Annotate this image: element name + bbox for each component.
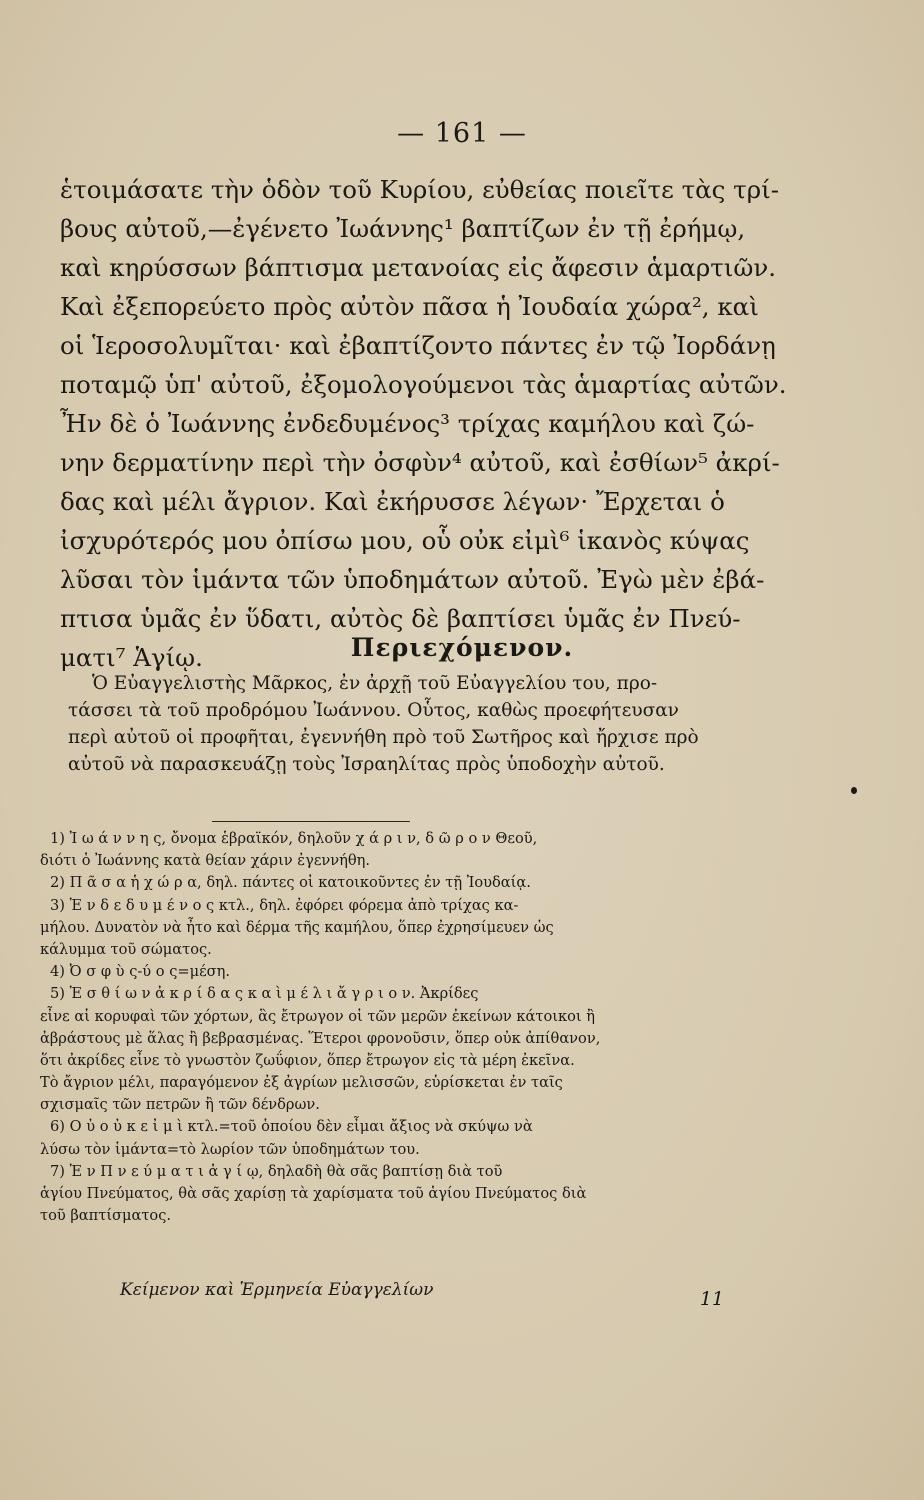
main-text-line: καὶ κηρύσσων βάπτισμα μετανοίας εἰς ἄφεσιν ἁμαρτιῶν. — [60, 253, 777, 282]
summary-paragraph — [68, 670, 788, 778]
signature-mark: 11 — [699, 1288, 724, 1310]
main-text-line: πτισα ὑμᾶς ἐν ὕδατι, αὐτὸς δὲ βαπτίσει ὑμᾶς ἐν Πνεύ- — [60, 604, 741, 633]
footnote-line: Τὸ ἄγριον μέλι, παραγόμενον ἐξ ἀγρίων μελισσῶν, εὑρίσκεται ἐν ταῖς — [40, 1074, 563, 1092]
footnote-line: λύσω τὸν ἱμάντα=τὸ λωρίον τῶν ὑποδημάτων του. — [40, 1140, 420, 1158]
footnote-line: 6) Ο ὐ ο ὐ κ ε ἰ μ ὶ κτλ.=τοῦ ὁποίου δὲν εἶμαι ἄξιος νὰ σκύψω νὰ — [50, 1118, 533, 1136]
page-number: — 161 — — [397, 118, 527, 149]
ink-speck — [851, 787, 857, 794]
footnote-line: 1) Ἰ ω ά ν ν η ς, ὄνομα ἑβραϊκόν, δηλοῦν χ ά ρ ι ν, δ ῶ ρ ο ν Θεοῦ, — [50, 830, 538, 847]
footnotes — [40, 828, 780, 1227]
footnote-line: 3) Ἐ ν δ ε δ υ μ έ ν ο ς κτλ., δηλ. ἐφόρει φόρεμα ἀπὸ τρίχας κα- — [50, 896, 519, 914]
footnote-line: μήλου. Δυνατὸν νὰ ἦτο καὶ δέρμα τῆς καμήλου, ὅπερ ἐχρησίμευεν ὡς — [40, 918, 554, 936]
summary-line: αὐτοῦ νὰ παρασκευάζῃ τοὺς Ἰσραηλίτας πρὸς ὑποδοχὴν αὐτοῦ. — [68, 754, 665, 775]
footnote-line: 4) Ὀ σ φ ὺ ς-ύ ο ς=μέση. — [50, 963, 231, 981]
main-text-line: ματι⁷ Ἁγίῳ. — [60, 643, 203, 672]
main-text-line: Ἦν δὲ ὁ Ἰωάννης ἐνδεδυμένος³ τρίχας καμήλου καὶ ζώ- — [60, 409, 755, 438]
main-text-line: ἰσχυρότερός μου ὀπίσω μου, οὗ οὐκ εἰμὶ⁶ ἱκανὸς κύψας — [60, 526, 750, 555]
footnote-line: τοῦ βαπτίσματος. — [40, 1207, 172, 1225]
main-text-line: οἱ Ἱεροσολυμῖται· καὶ ἐβαπτίζοντο πάντες ἐν τῷ Ἰορδάνῃ — [60, 331, 776, 360]
footnote-line: κάλυμμα τοῦ σώματος. — [40, 940, 212, 958]
main-text-line: βους αὐτοῦ,—ἐγένετο Ἰωάννης¹ βαπτίζων ἐν τῇ ἐρήμῳ, — [60, 214, 746, 243]
main-text-line: νην δερματίνην περὶ τὴν ὀσφὺν⁴ αὐτοῦ, καὶ ἐσθίων⁵ ἀκρί- — [60, 448, 780, 477]
main-text-line: ποταμῷ ὑπ' αὐτοῦ, ἐξομολογούμενοι τὰς ἁμαρτίας αὐτῶν. — [60, 370, 787, 399]
main-text — [60, 170, 795, 677]
summary-line: περὶ αὐτοῦ οἱ προφῆται, ἐγεννήθη πρὸ τοῦ Σωτῆρος καὶ ἤρχισε πρὸ — [68, 727, 699, 748]
summary-heading: Περιεχόμενον. — [350, 633, 574, 662]
footnote-line: ἀβράστους μὲ ἅλας ἢ βεβρασμένας. Ἕτεροι φρονοῦσιν, ὅπερ οὐκ ἀπίθανον, — [40, 1029, 601, 1047]
summary-line: τάσσει τὰ τοῦ προδρόμου Ἰωάννου. Οὗτος, καθὼς προεφήτευσαν — [68, 700, 679, 721]
main-text-line: δας καὶ μέλι ἄγριον. Καὶ ἐκήρυσσε λέγων· Ἔρχεται ὁ — [60, 487, 725, 516]
main-text-line: Καὶ ἐξεπορεύετο πρὸς αὐτὸν πᾶσα ἡ Ἰουδαία χώρα², καὶ — [60, 292, 759, 321]
page-footer — [120, 1280, 724, 1308]
main-text-line: ἑτοιμάσατε τὴν ὁδὸν τοῦ Κυρίου, εὐθείας ποιεῖτε τὰς τρί- — [60, 175, 780, 204]
footnote-line: 5) Ἐ σ θ ί ω ν ἀ κ ρ ί δ α ς κ α ὶ μ έ λ ι ἄ γ ρ ι ο ν. Ἀκρίδες — [50, 985, 479, 1003]
footnote-line: ἁγίου Πνεύματος, θὰ σᾶς χαρίσῃ τὰ χαρίσματα τοῦ ἁγίου Πνεύματος διὰ — [40, 1185, 587, 1202]
footnote-line: 2) Π ᾶ σ α ἡ χ ώ ρ α, δηλ. πάντες οἱ κατοικοῦντες ἐν τῇ Ἰουδαίᾳ. — [50, 874, 531, 892]
footnote-line: σχισμαῖς τῶν πετρῶν ἢ τῶν δένδρων. — [40, 1096, 320, 1114]
running-footer-title: Κείμενον καὶ Ἑρμηνεία Εὐαγγελίων — [120, 1280, 434, 1300]
footnote-line: 7) Ἐ ν Π ν ε ύ μ α τ ι ἁ γ ί ῳ, δηλαδὴ θὰ σᾶς βαπτίσῃ διὰ τοῦ — [50, 1162, 503, 1180]
footnote-line: ὅτι ἀκρίδες εἶνε τὸ γνωστὸν ζωΰφιον, ὅπερ ἔτρωγον εἰς τὰ μέρη ἐκεῖνα. — [40, 1051, 575, 1069]
summary-line: Ὁ Εὐαγγελιστὴς Μᾶρκος, ἐν ἀρχῇ τοῦ Εὐαγγελίου του, προ- — [92, 673, 658, 694]
footnote-divider — [212, 821, 410, 822]
main-text-line: λῦσαι τὸν ἱμάντα τῶν ὑποδημάτων αὐτοῦ. Ἐγὼ μὲν ἐβά- — [60, 565, 765, 594]
footnote-line: διότι ὁ Ἰωάννης κατὰ θείαν χάριν ἐγεννήθη. — [40, 852, 371, 870]
footnote-line: εἶνε αἱ κορυφαὶ τῶν χόρτων, ἃς ἔτρωγον οἱ τῶν μερῶν ἐκείνων κάτοικοι ἢ — [40, 1007, 596, 1025]
